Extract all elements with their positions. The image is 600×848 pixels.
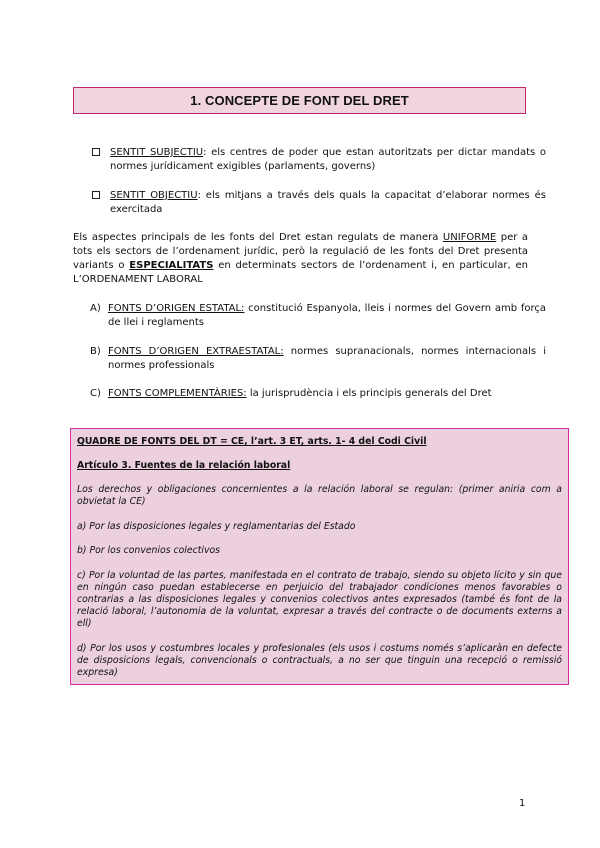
article-item-d: d) Por los usos y costumbres locales y profesionales (els usos i costums només s’aplicaràn en defecte de disposicions legals, convencionals o contractuals, a no ser que tinguin una recepció o remissió expresa): [77, 643, 562, 678]
checkbox-item-objectiu: [92, 189, 546, 217]
intro-text: en determinats sectors de l’ordenament i, en particular, en L’ORDENAMENT LABORAL: [73, 260, 528, 285]
source-term: FONTS COMPLEMENTÀRIES:: [108, 388, 247, 399]
source-text: normes supranacionals, normes internacionals i normes professionals: [108, 346, 547, 371]
article-item-c: c) Por la voluntad de las partes, manifestada en el contrato de trabajo, siendo su objeto lícito y sin que en ningún caso puedan establecerse en perjuicio del trabajador condiciones menos favorables o contrarias a las disposiciones legales y convenios colectivos antes expresados (també és font de la relació laboral, l’autonomia de la voluntat, expresar a través del contracte o de documents externs a ell): [77, 570, 562, 629]
checkbox-icon: [92, 148, 100, 156]
source-term: FONTS D’ORIGEN ESTATAL:: [108, 303, 245, 314]
source-text: constitució Espanyola, lleis i normes del Govern amb força de llei i reglaments: [108, 303, 546, 328]
article-item-b: b) Por los convenios colectivos: [77, 545, 220, 556]
source-term: FONTS D’ORIGEN EXTRAESTATAL:: [108, 346, 284, 357]
article-title: Artículo 3. Fuentes de la relación laboral: [77, 460, 291, 471]
source-item-a: [90, 302, 546, 330]
intro-text: per a tots els sectors de l’ordenament jurídic, però la regulació de les fonts del Dret presenta variants o: [73, 232, 528, 271]
source-item-b: [90, 345, 546, 373]
term: SENTIT OBJECTIU: [110, 190, 198, 201]
term: SENTIT SUBJECTIU: [110, 147, 204, 158]
item-letter: A): [90, 303, 101, 314]
intro-paragraph: [73, 231, 528, 287]
item-letter: B): [90, 346, 101, 357]
especialitats-term: ESPECIALITATS: [129, 260, 214, 271]
definition: : els mitjans a través dels quals la capacitat d’elaborar normes és exercitada: [110, 190, 546, 215]
definition: : els centres de poder que estan autoritzats per dictar mandats o normes jurídicament exigibles (parlaments, governs): [110, 147, 547, 172]
checkbox-icon: [92, 191, 100, 199]
sources-frame: [70, 428, 569, 685]
intro-text: Els aspectes principals de les fonts del Dret estan regulats de manera: [73, 232, 443, 243]
source-text: la jurisprudència i els principis generals del Dret: [246, 388, 492, 399]
uniforme-term: UNIFORME: [442, 232, 497, 243]
article-lead: Los derechos y obligaciones concernientes a la relación laboral se regulan: (primer aniria com a obvietat la CE): [77, 484, 562, 507]
page-title: 1. CONCEPTE DE FONT DEL DRET: [190, 93, 409, 108]
source-item-c: [90, 387, 546, 401]
title-box: [73, 87, 526, 114]
article-item-a: a) Por las disposiciones legales y reglamentarias del Estado: [77, 521, 356, 532]
frame-heading: QUADRE DE FONTS DEL DT = CE, l’art. 3 ET, arts. 1- 4 del Codi Civil: [77, 436, 427, 447]
item-letter: C): [90, 388, 101, 399]
checkbox-item-subjectiu: [92, 146, 546, 174]
page-number: 1: [519, 798, 526, 809]
